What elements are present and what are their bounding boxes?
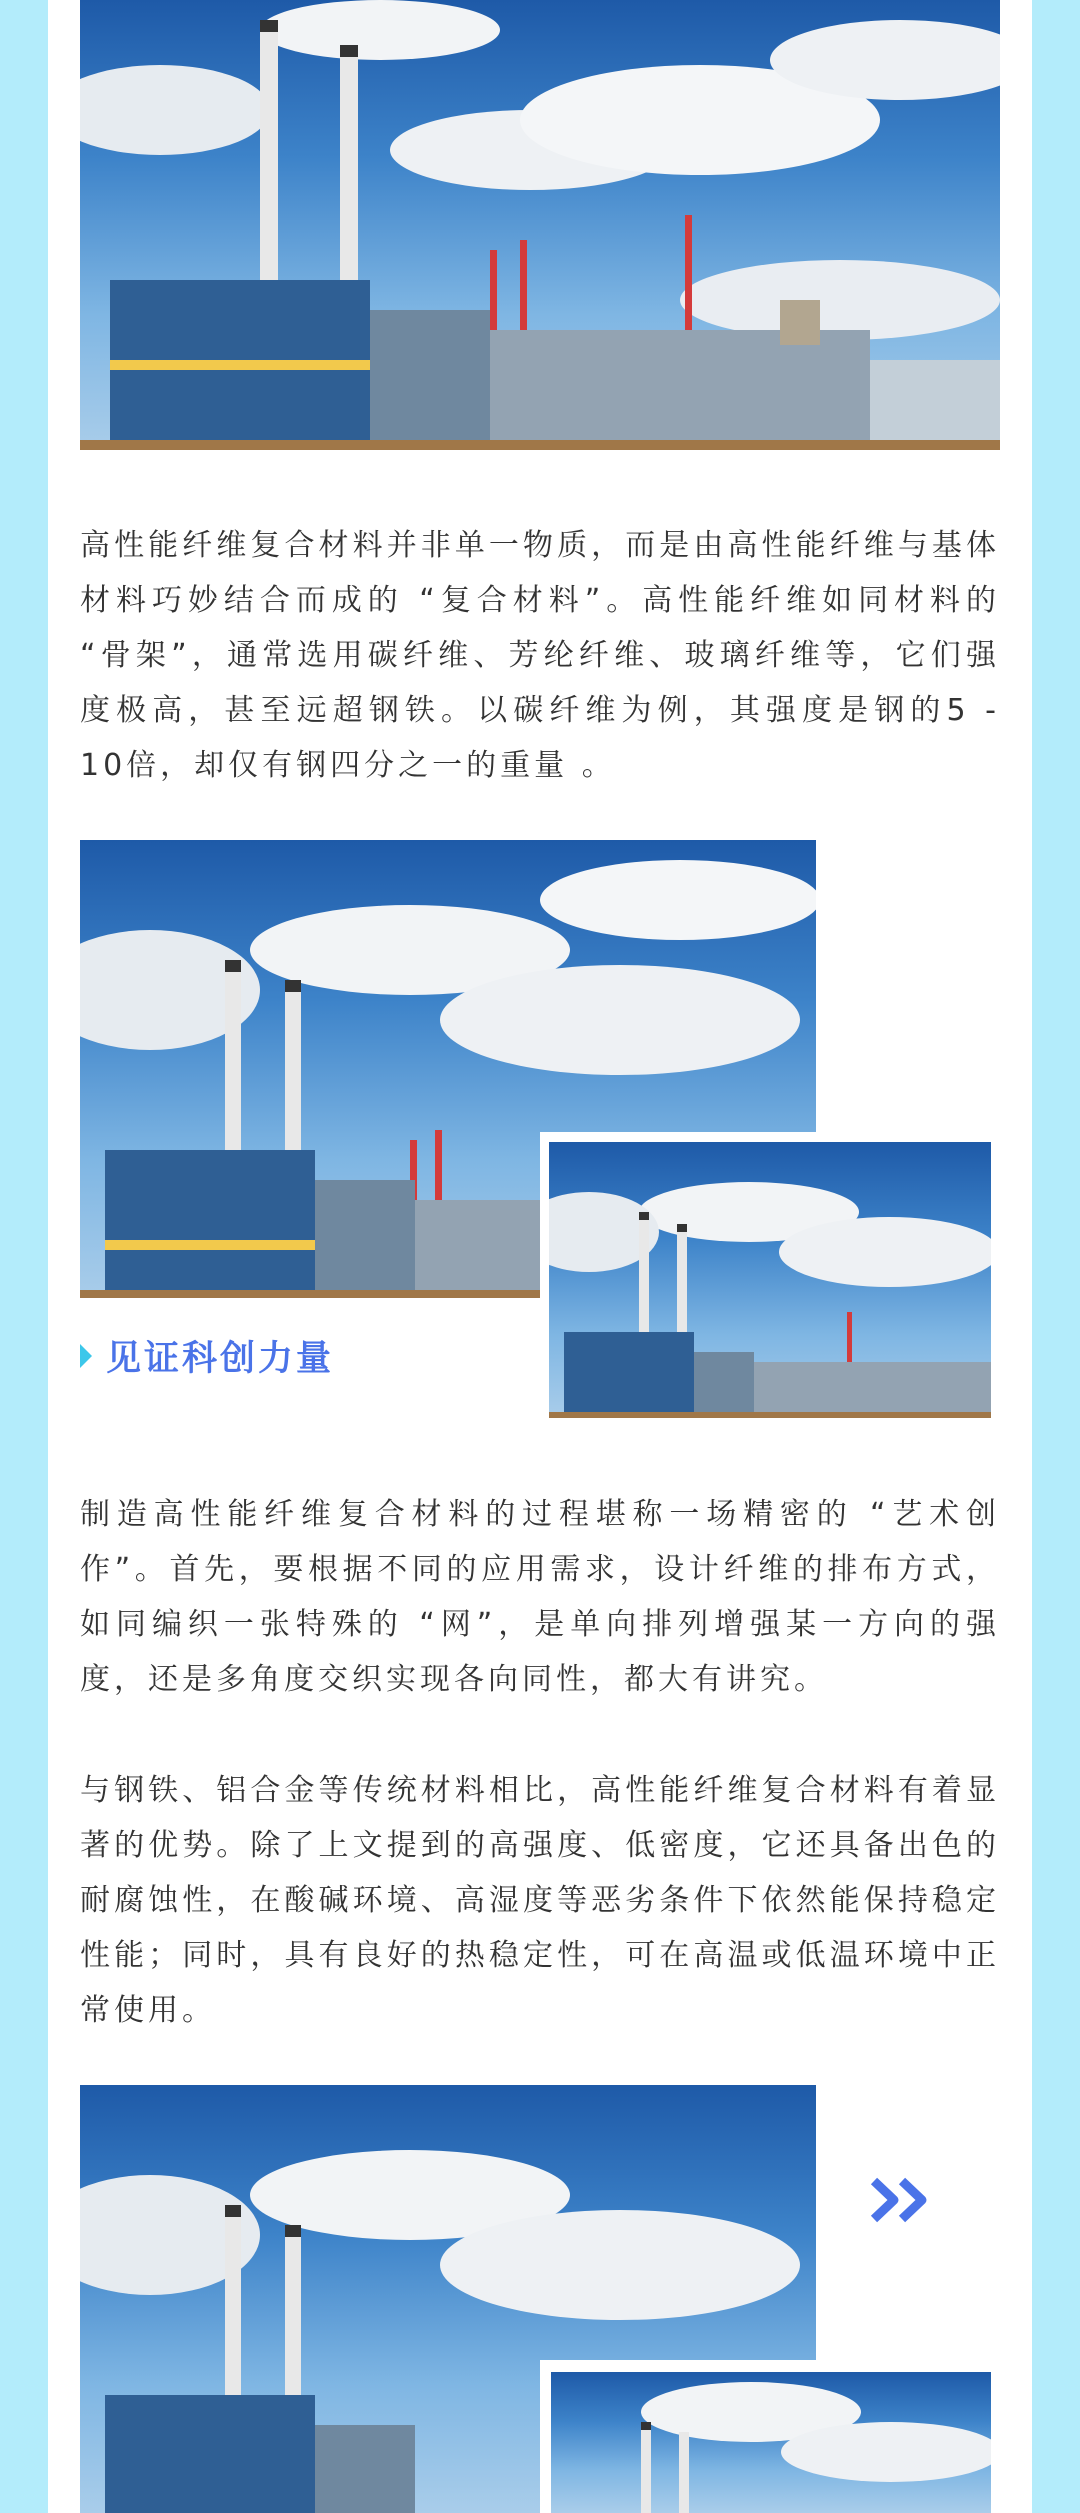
section-heading — [80, 1331, 334, 1381]
power-plant-image-small — [549, 1142, 991, 1418]
double-chevron-right-icon — [868, 2175, 932, 2225]
paragraph-process: 制造高性能纤维复合材料的过程堪称一场精密的 “艺术创作”。首先，要根据不同的应用需求，设计纤维的排布方式，如同编织一张特殊的 “网”，是单向排列增强某一方向的强度，还是多角度交织实现各向同性，都大有讲究。 — [80, 1497, 1000, 1697]
power-plant-image-top — [80, 0, 1000, 450]
section-heading-text: 见证科创力量 — [106, 1339, 335, 1379]
power-plant-image-small-2 — [551, 2372, 991, 2513]
paragraph-advantages: 与钢铁、铝合金等传统材料相比，高性能纤维复合材料有着显著的优势。除了上文提到的高强度、低密度，它还具备出色的耐腐蚀性，在酸碱环境、高湿度等恶劣条件下依然能保持稳定性能；同时，具有良好的热稳定性，可在高温或低温环境中正常使用。 — [80, 1773, 1000, 2028]
triangle-right-icon — [80, 1344, 92, 1368]
paragraph-intro: 高性能纤维复合材料并非单一物质，而是由高性能纤维与基体材料巧妙结合而成的 “复合材料”。高性能纤维如同材料的 “骨架”，通常选用碳纤维、芳纶纤维、玻璃纤维等，它们强度极高，甚至远超钢铁。以碳纤维为例，其强度是钢的5 - 10倍，却仅有钢四分之一的重量 。 — [80, 528, 1000, 783]
